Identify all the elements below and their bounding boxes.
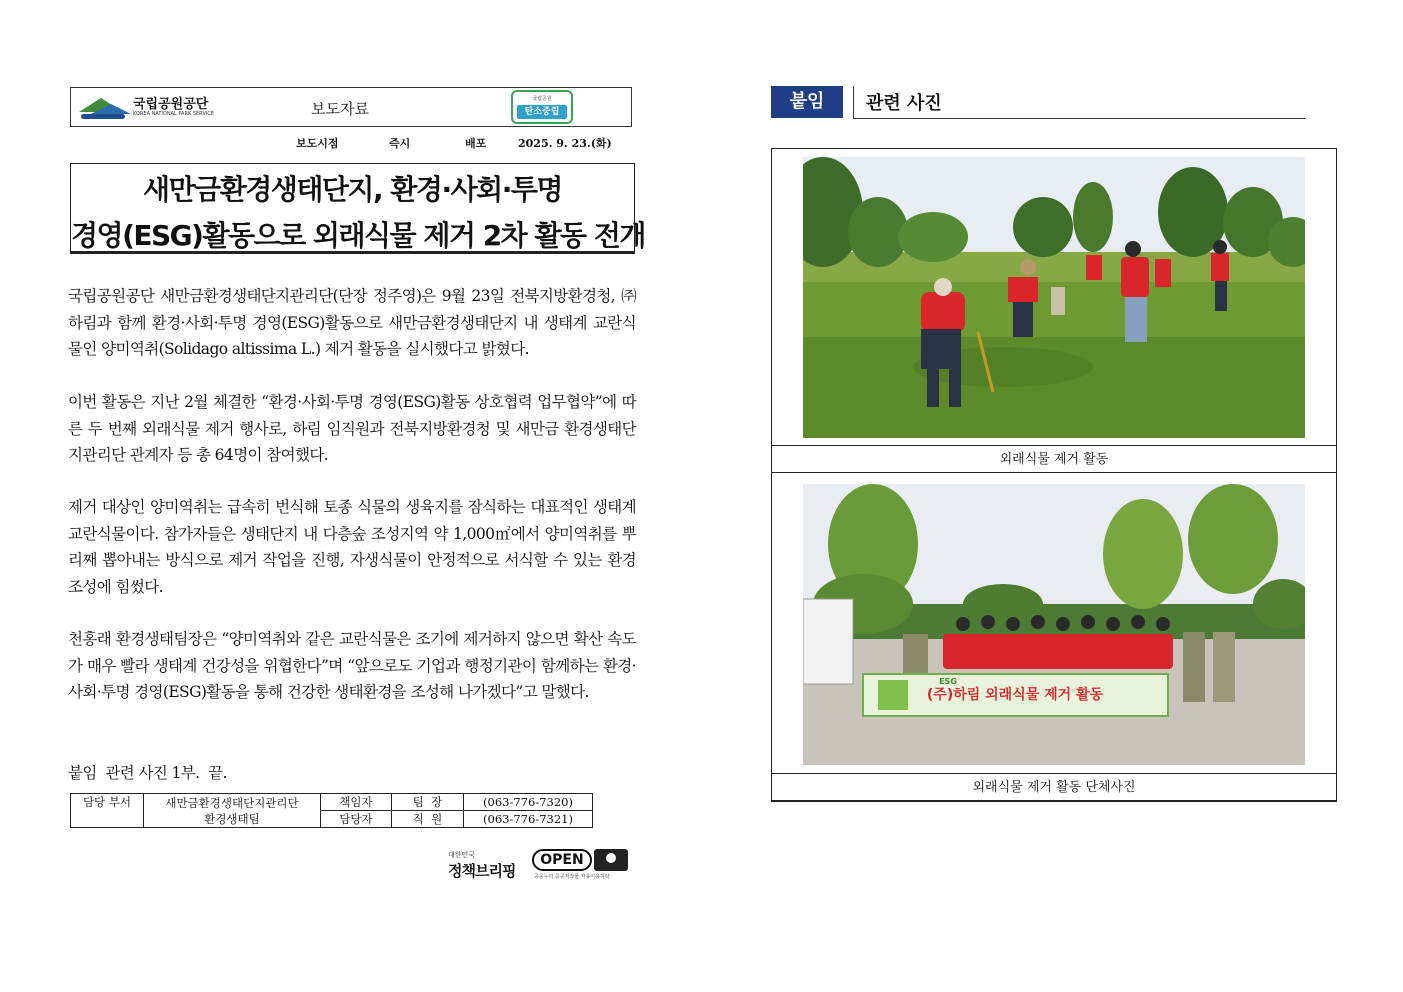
weeding-photo-illustration	[803, 157, 1305, 438]
kogl-open-logo	[530, 849, 630, 881]
p1-bound: 국립공원공단 새만금환경생태단지관리단(단장 정주영)은 9월 23일 전북지방환경청, ㈜하림과 함께 환경·사회·투명 경영(ESG)활동으로 새만금환경생태단지 내 생태계 교란식물인 양미역취(Solidago altissima L.) 제거 활동을 실시했다고 밝혔다.	[68, 287, 636, 358]
release-time-label: 보도시점	[296, 137, 339, 150]
team-name: 환경생태팀	[204, 811, 260, 826]
kogl-person-icon	[594, 849, 628, 871]
body-paragraph-3: 제거 대상인 양미역취는 급속히 번식해 토종 식물의 생육지를 잠식하는 대표적인 생태계교란식물이다. 참가자들은 생태단지 내 다층숲 조성지역 약 1,000㎡에서 양미역취를 뿌리째 뽑아내는 방식으로 제거 작업을 진행, 자생식물이 안정적으로 서식할 수 있는 환경 조성에 힘썼다.	[68, 498, 636, 596]
carbon-neutral-logo	[511, 90, 573, 124]
title2: 직 원	[392, 811, 464, 828]
brief-label: 정책브리핑	[448, 862, 516, 880]
role2: 담당자	[321, 811, 392, 828]
release-dist-label: 배포	[465, 137, 487, 150]
attachment-note: 붙임 관련 사진 1부. 끝.	[68, 764, 227, 782]
group-photo-illustration	[803, 484, 1305, 765]
doc-type: 보도자료	[311, 100, 369, 118]
phone2: (063-776-7321)	[464, 811, 593, 828]
role1: 책임자	[321, 794, 392, 811]
contact-table	[70, 793, 593, 828]
attachment-title: 관련 사진	[866, 93, 942, 114]
dept-name: 새만금환경생태단지관리단	[165, 795, 299, 810]
org-name: 국립공원공단	[133, 97, 209, 112]
body-paragraph-4: 천홍래 환경생태팀장은 “양미역취와 같은 교란식물은 조기에 제거하지 않으면 확산 속도가 매우 빨라 생태계 건강성을 위협한다”며 “앞으로도 기업과 행정기관이 함께하는 환경·사회·투명 경영(ESG)활동을 통해 건강한 생태환경을 조성해 나가겠다”고 말했다.	[68, 630, 636, 701]
photo1-caption: 외래식물 제거 활동	[772, 445, 1336, 473]
phone1: (063-776-7320)	[464, 794, 593, 811]
banner-tag: ESG	[939, 677, 957, 686]
press-header	[70, 87, 632, 127]
body-paragraph-1	[68, 283, 636, 363]
org-name-en: KOREA NATIONAL PARK SERVICE	[133, 111, 214, 117]
open-small: 공공누리 공공저작물 자유이용허락	[534, 874, 610, 880]
headline-line1: 새만금환경생태단지, 환경·사회·투명	[143, 173, 562, 206]
brief-small: 대한민국	[448, 851, 476, 859]
attachment-badge: 붙임	[771, 86, 843, 118]
release-dist-value: 2025. 9. 23.(화)	[518, 137, 612, 150]
photo-frame	[771, 148, 1337, 802]
headline-box	[70, 163, 645, 254]
policy-briefing-logo	[448, 850, 526, 882]
open-label: OPEN	[532, 849, 592, 871]
carbon-small: 국립공원	[532, 96, 552, 102]
banner-text: (주)하림 외래식물 제거 활동	[926, 687, 1104, 703]
body-paragraph-2: 이번 활동은 지난 2월 체결한 “환경·사회·투명 경영(ESG)활동 상호협력 업무협약”에 따른 두 번째 외래식물 제거 행사로, 하림 임직원과 전북지방환경청 및 새만금 환경생태단지관리단 관계자 등 총 64명이 참여했다.	[68, 393, 636, 464]
headline-line2: 경영(ESG)활동으로 외래식물 제거 2차 활동 전개	[71, 219, 645, 252]
carbon-label: 탄소중립	[517, 105, 567, 119]
dept-cell	[144, 794, 321, 828]
dept-label: 담당 부서	[71, 794, 144, 828]
photo2-caption: 외래식물 제거 활동 단체사진	[772, 773, 1336, 801]
photo-weeding	[803, 157, 1305, 438]
release-time-value: 즉시	[389, 137, 411, 150]
knps-logo	[77, 92, 227, 122]
title1: 팀 장	[392, 794, 464, 811]
title-divider	[853, 86, 854, 119]
photo-group	[803, 484, 1305, 765]
title-underline	[853, 118, 1306, 119]
p1-text	[68, 287, 636, 358]
